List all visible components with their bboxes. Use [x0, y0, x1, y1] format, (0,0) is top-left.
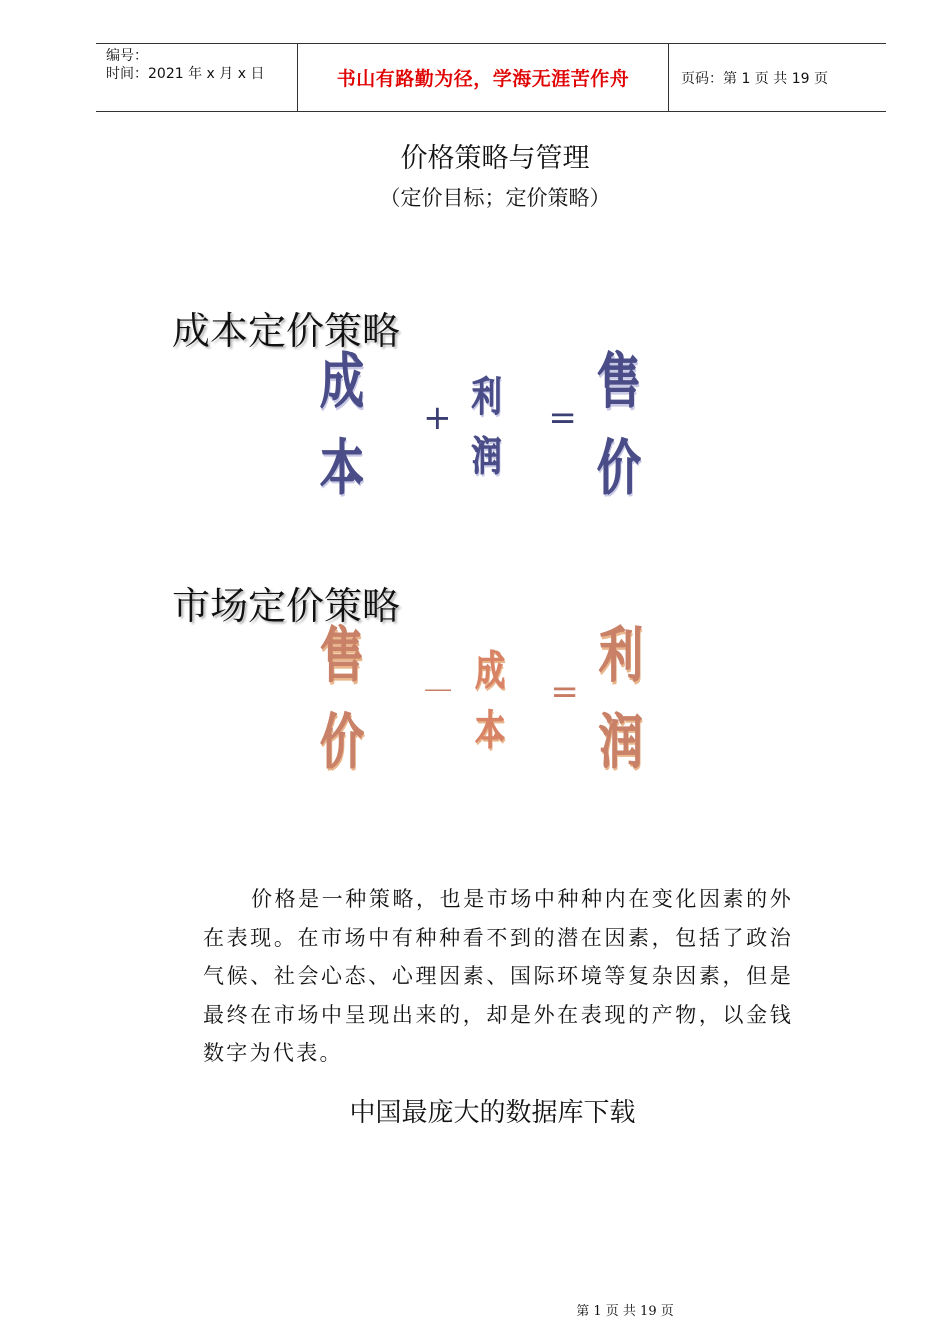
- equation-term-cost: 成本: [320, 348, 364, 504]
- download-caption: 中国最庞大的数据库下载: [349, 1098, 636, 1128]
- section-heading-market-pricing: 市场定价策略: [172, 584, 401, 628]
- page-header: [96, 43, 886, 112]
- header-motto-cell: [298, 44, 669, 111]
- market-pricing-equation: [320, 622, 680, 778]
- header-motto: 书山有路勤为径，学海无涯苦作舟: [336, 68, 630, 90]
- page-footer: 第 1 页 共 19 页: [576, 1304, 674, 1319]
- equation-result-price: 售价: [596, 348, 641, 504]
- header-page-info-cell: [669, 44, 886, 111]
- equation-result-profit: 利润: [598, 622, 643, 778]
- equation-equals-operator: =: [548, 398, 577, 438]
- equation-term-cost: 成本: [475, 648, 506, 755]
- page-subtitle: （定价目标；定价策略）: [379, 186, 611, 210]
- header-page-info: 页码：第 1 页 共 19 页: [681, 70, 828, 87]
- equation-plus-operator: +: [423, 398, 452, 438]
- header-number-label: 编号：: [106, 48, 148, 64]
- equation-term-profit: 利润: [471, 374, 502, 481]
- equation-term-price: 售价: [320, 622, 364, 778]
- header-meta: [96, 44, 298, 111]
- page-title: 价格策略与管理: [400, 143, 590, 174]
- cost-pricing-equation: [320, 348, 680, 504]
- section-heading-cost-pricing: 成本定价策略: [172, 309, 401, 353]
- equation-equals-operator: =: [550, 672, 579, 712]
- body-paragraph: 价格是一种策略，也是市场中种种内在变化因素的外在表现。在市场中有种种看不到的潜在因素，包括了政治气候、社会心态、心理因素、国际环境等复杂因素，但是最终在市场中呈现出来的，却是外在表现的产物，以金钱数字为代表。: [203, 887, 793, 1065]
- equation-minus-operator: －: [421, 672, 456, 712]
- header-time-label: 时间：2021 年 x 月 x 日: [106, 66, 265, 82]
